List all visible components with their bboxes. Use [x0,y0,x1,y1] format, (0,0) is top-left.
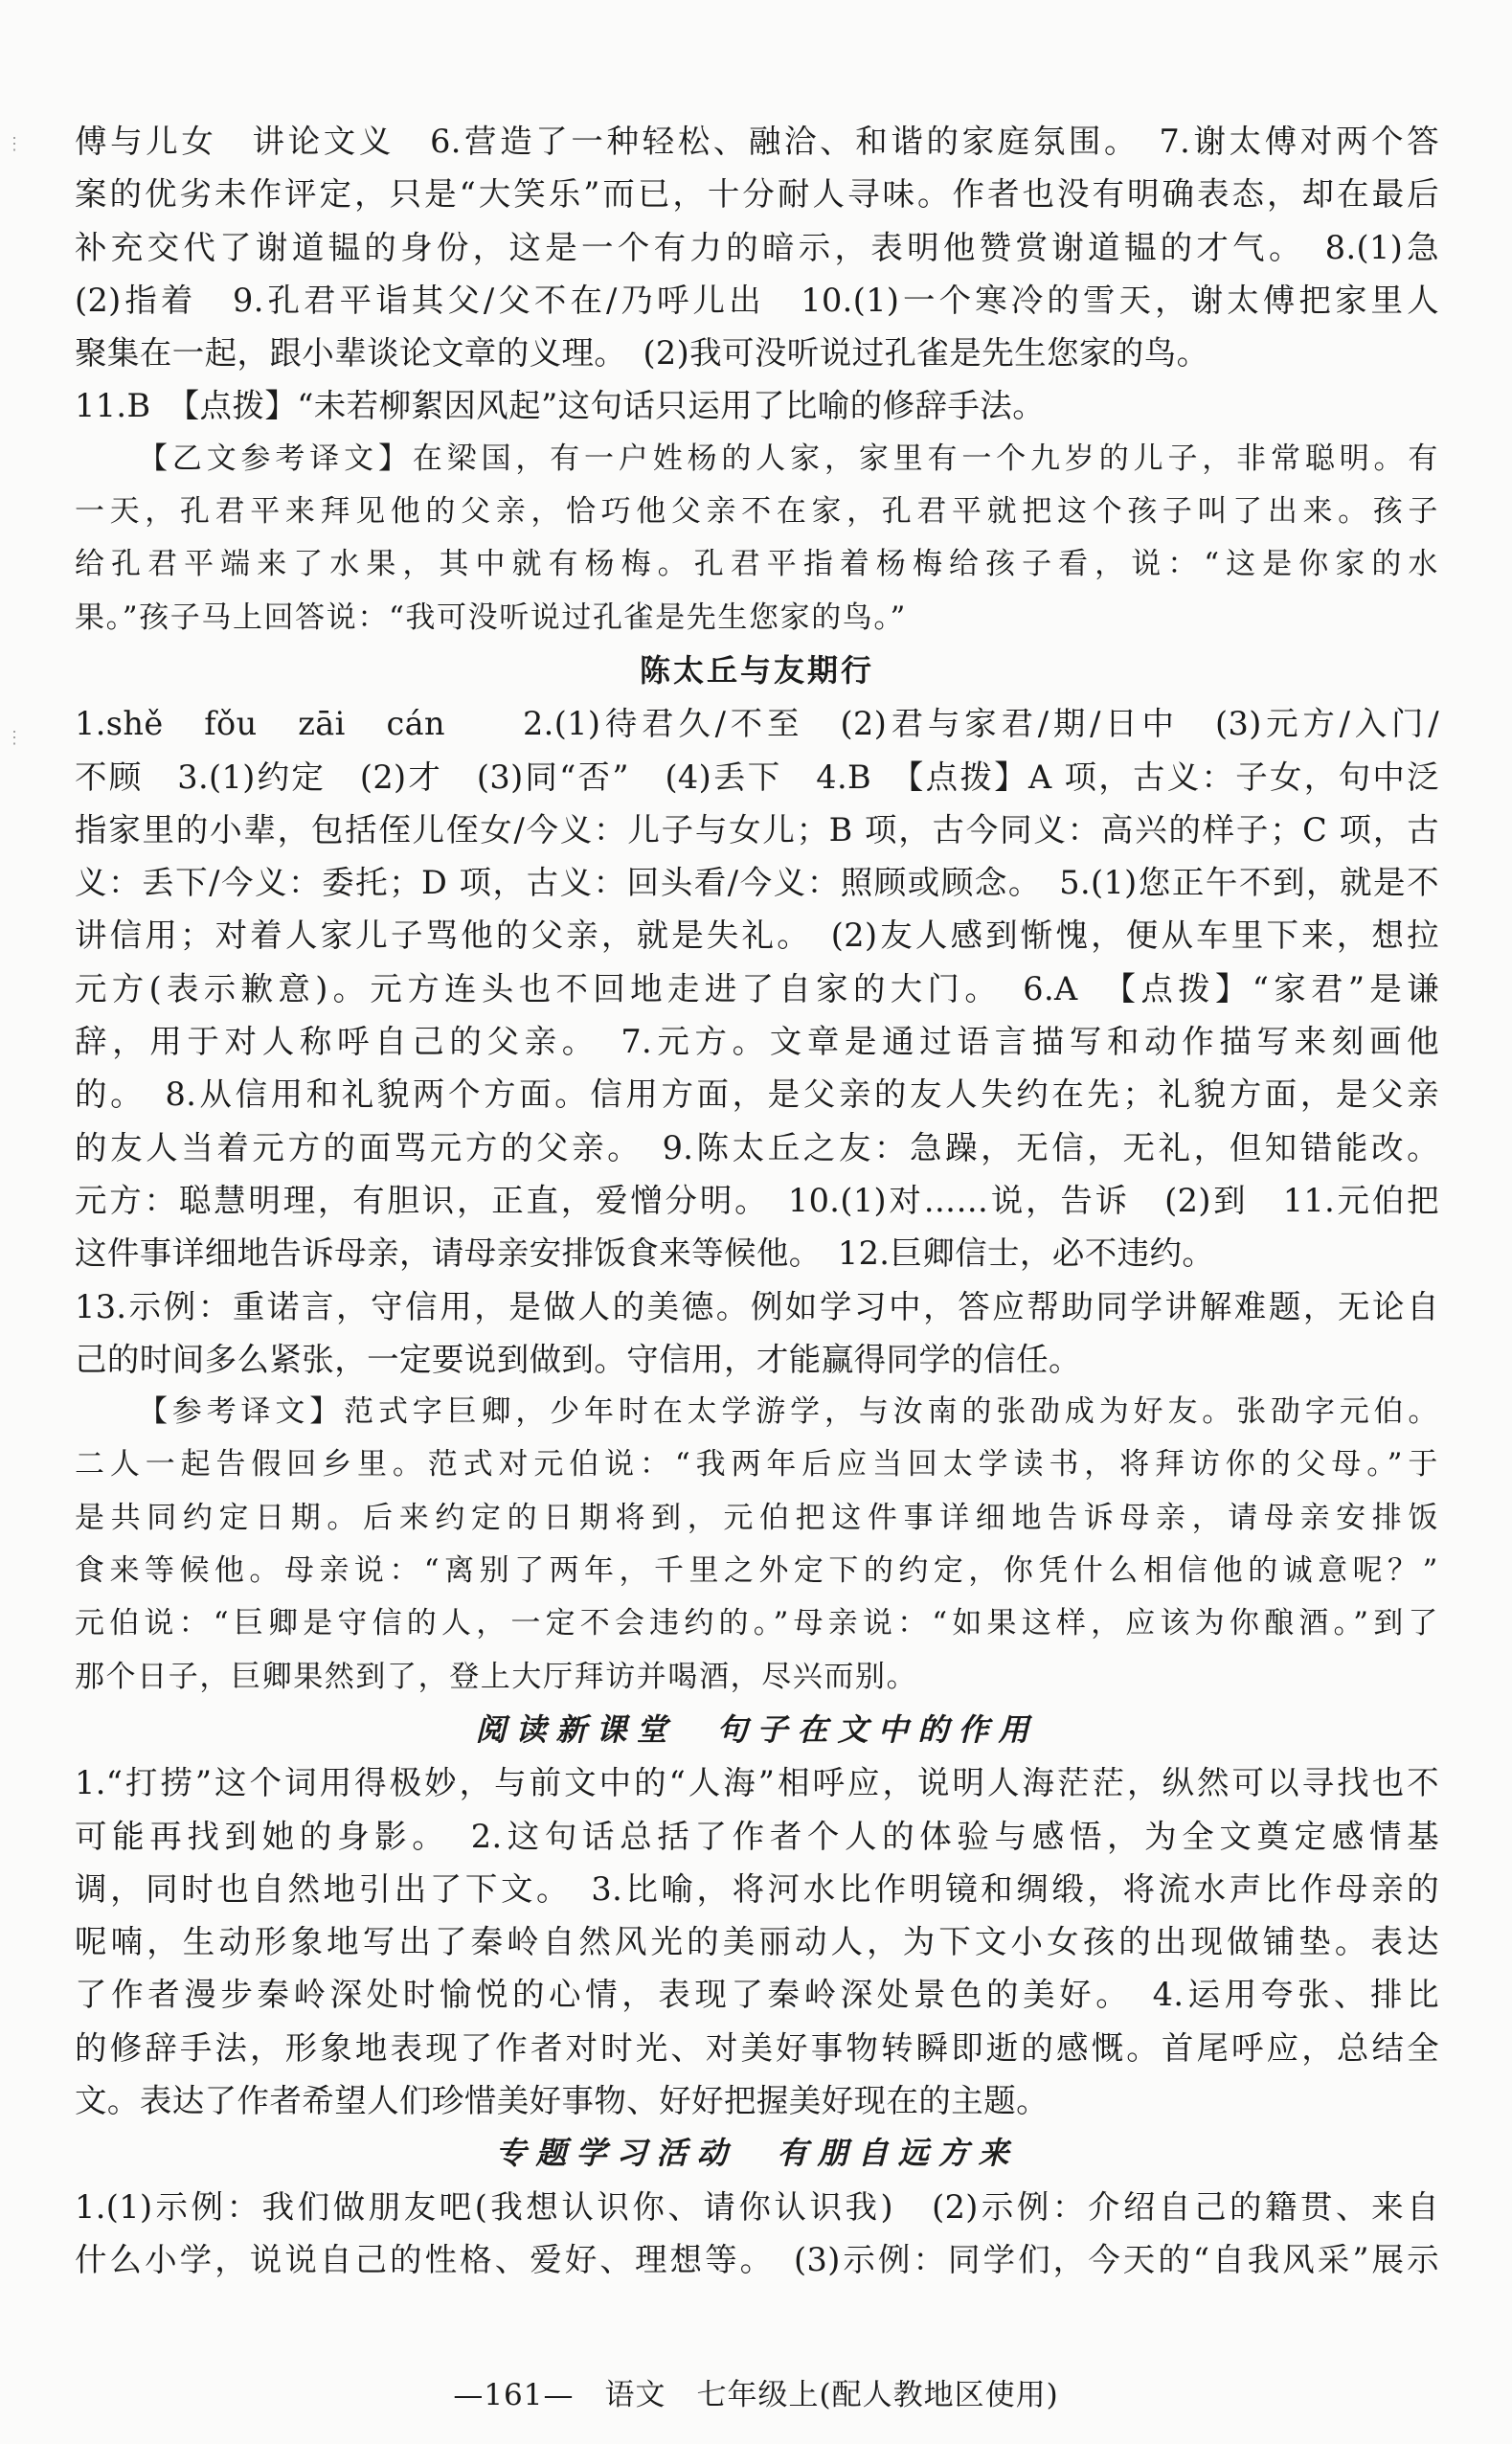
translation-line: 元伯说：“巨卿是守信的人，一定不会违约的。”母亲说：“如果这样，应该为你酿酒。”到了 [75,1606,1439,1641]
text-line: 11.B 【点拨】“未若柳絮因风起”这句话只运用了比喻的修辞手法。 [75,387,1046,425]
section-reading-answers [75,1756,1439,2127]
text-line: 1.shě fǒu zāi cán 2.(1)待君久/不至 (2)君与家君/期/日中 (3)元方/入门/ [75,705,1439,743]
text-line: 元方(表示歉意)。元方连头也不回地走进了自家的大门。 6.A 【点拨】“家君”是谦 [75,969,1439,1007]
text-line: 元方：聪慧明理，有胆识，正直，爱憎分明。 10.(1)对……说，告诉 (2)到 11.元伯把 [75,1181,1439,1219]
text-line: 的友人当着元方的面骂元方的父亲。 9.陈太丘之友：急躁，无信，无礼，但知错能改。 [75,1128,1439,1166]
scan-edge-mark: ⋮ [6,728,23,748]
text-line: 讲信用；对着人家儿子骂他的父亲，就是失礼。 (2)友人感到惭愧，便从车里下来，想拉 [75,916,1439,955]
translation-line: 一天，孔君平来拜见他的父亲，恰巧他父亲不在家，孔君平就把这个孩子叫了出来。孩子 [75,494,1439,530]
text-line: 呢喃，生动形象地写出了秦岭自然风光的美丽动人，为下文小女孩的出现做铺垫。表达 [75,1923,1439,1961]
text-line: 1.“打捞”这个词用得极妙，与前文中的“人海”相呼应，说明人海茫茫，纵然可以寻找也不 [75,1764,1439,1802]
page-footer: —161— 语文 七年级上(配人教地区使用) [453,2378,1059,2412]
section-activity-answers [75,2181,1439,2287]
section-heading-activity: 专题学习活动 有朋自远方来 [495,2135,1019,2172]
text-line: 调，同时也自然地引出了下文。 3.比喻，将河水比作明镜和绸缎，将流水声比作母亲的 [75,1869,1439,1908]
text-line: 的。 8.从信用和礼貌两个方面。信用方面，是父亲的友人失约在先；礼貌方面，是父亲 [75,1075,1439,1114]
translation-line: 【参考译文】范式字巨卿，少年时在太学游学，与汝南的张劭成为好友。张劭字元伯。 [138,1394,1439,1430]
translation-line: 食来等候他。母亲说：“离别了两年，千里之外定下的约定，你凭什么相信他的诚意呢？” [75,1553,1439,1589]
text-line: 聚集在一起，跟小辈谈论文章的义理。 (2)我可没听说过孔雀是先生您家的鸟。 [75,334,1209,373]
text-line: 的修辞手法，形象地表现了作者对时光、对美好事物转瞬即逝的感慨。首尾呼应，总结全 [75,2028,1439,2067]
translation-line: 那个日子，巨卿果然到了，登上大厅拜访并喝酒，尽兴而别。 [75,1659,918,1694]
text-line: 1.(1)示例：我们做朋友吧(我想认识你、请你认识我) (2)示例：介绍自己的籍贯、来自 [75,2187,1439,2226]
translation-line: 二人一起告假回乡里。范式对元伯说：“我两年后应当回太学读书，将拜访你的父母。”于 [75,1447,1439,1482]
text-line: 义：丢下/今义：委托；D 项，古义：回头看/今义：照顾或顾念。 5.(1)您正午不到，就是不 [75,864,1439,902]
text-line: 可能再找到她的身影。 2.这句话总括了作者个人的体验与感悟，为全文奠定感情基 [75,1817,1439,1855]
text-line: 辞，用于对人称呼自己的父亲。 7.元方。文章是通过语言描写和动作描写来刻画他 [75,1023,1439,1061]
section-heading-chen-taiqiu: 陈太丘与友期行 [639,651,874,689]
text-line: 什么小学，说说自己的性格、爱好、理想等。 (3)示例：同学们，今天的“自我风采”展示 [75,2240,1439,2278]
text-line: 13.示例：重诺言，守信用，是做人的美德。例如学习中，答应帮助同学讲解难题，无论自 [75,1287,1439,1325]
answer-content [75,115,1439,2286]
translation-line: 是共同约定日期。后来约定的日期将到，元伯把这件事详细地告诉母亲，请母亲安排饭 [75,1500,1439,1535]
text-line: 这件事详细地告诉母亲，请母亲安排饭食来等候他。 12.巨卿信士，必不违约。 [75,1234,1215,1273]
text-line: 补充交代了谢道韫的身份，这是一个有力的暗示，表明他赞赏谢道韫的才气。 8.(1)急 [75,228,1439,266]
translation-line: 给孔君平端来了水果，其中就有杨梅。孔君平指着杨梅给孩子看，说：“这是你家的水 [75,547,1439,582]
text-line: 文。表达了作者希望人们珍惜美好事物、好好把握美好现在的主题。 [75,2081,1049,2119]
section-heading-reading: 阅读新课堂 句子在文中的作用 [475,1710,1039,1748]
section-top-answers [75,115,1439,433]
translation-line: 【乙文参考译文】在梁国，有一户姓杨的人家，家里有一个九岁的儿子，非常聪明。有 [138,441,1439,476]
text-line: 己的时间多么紧张，一定要说到做到。守信用，才能赢得同学的信任。 [75,1340,1081,1378]
text-line: 了作者漫步秦岭深处时愉悦的心情，表现了秦岭深处景色的美好。 4.运用夸张、排比 [75,1976,1439,2014]
text-line: 不顾 3.(1)约定 (2)才 (3)同“否” (4)丢下 4.B 【点拨】A 项，古义：子女，句中泛 [75,758,1439,796]
section-chen-taiqiu-answers [75,697,1439,1386]
text-line: 案的优劣未作评定，只是“大笑乐”而已，十分耐人寻味。作者也没有明确表态，却在最后 [75,175,1439,214]
text-line: 指家里的小辈，包括侄儿侄女/今义：儿子与女儿；B 项，古今同义：高兴的样子；C 项，古 [75,810,1439,849]
text-line: (2)指着 9.孔君平诣其父/父不在/乃呼儿出 10.(1)一个寒冷的雪天，谢太傅把家里人 [75,281,1439,319]
text-line: 傅与儿女 讲论文义 6.营造了一种轻松、融洽、和谐的家庭氛围。 7.谢太傅对两个答 [75,123,1439,160]
scan-edge-mark: ⋮ [6,134,23,154]
section-translation-yi [75,433,1439,645]
section-translation-fan-shi [75,1386,1439,1704]
translation-line: 果。”孩子马上回答说：“我可没听说过孔雀是先生您家的鸟。” [75,600,907,635]
